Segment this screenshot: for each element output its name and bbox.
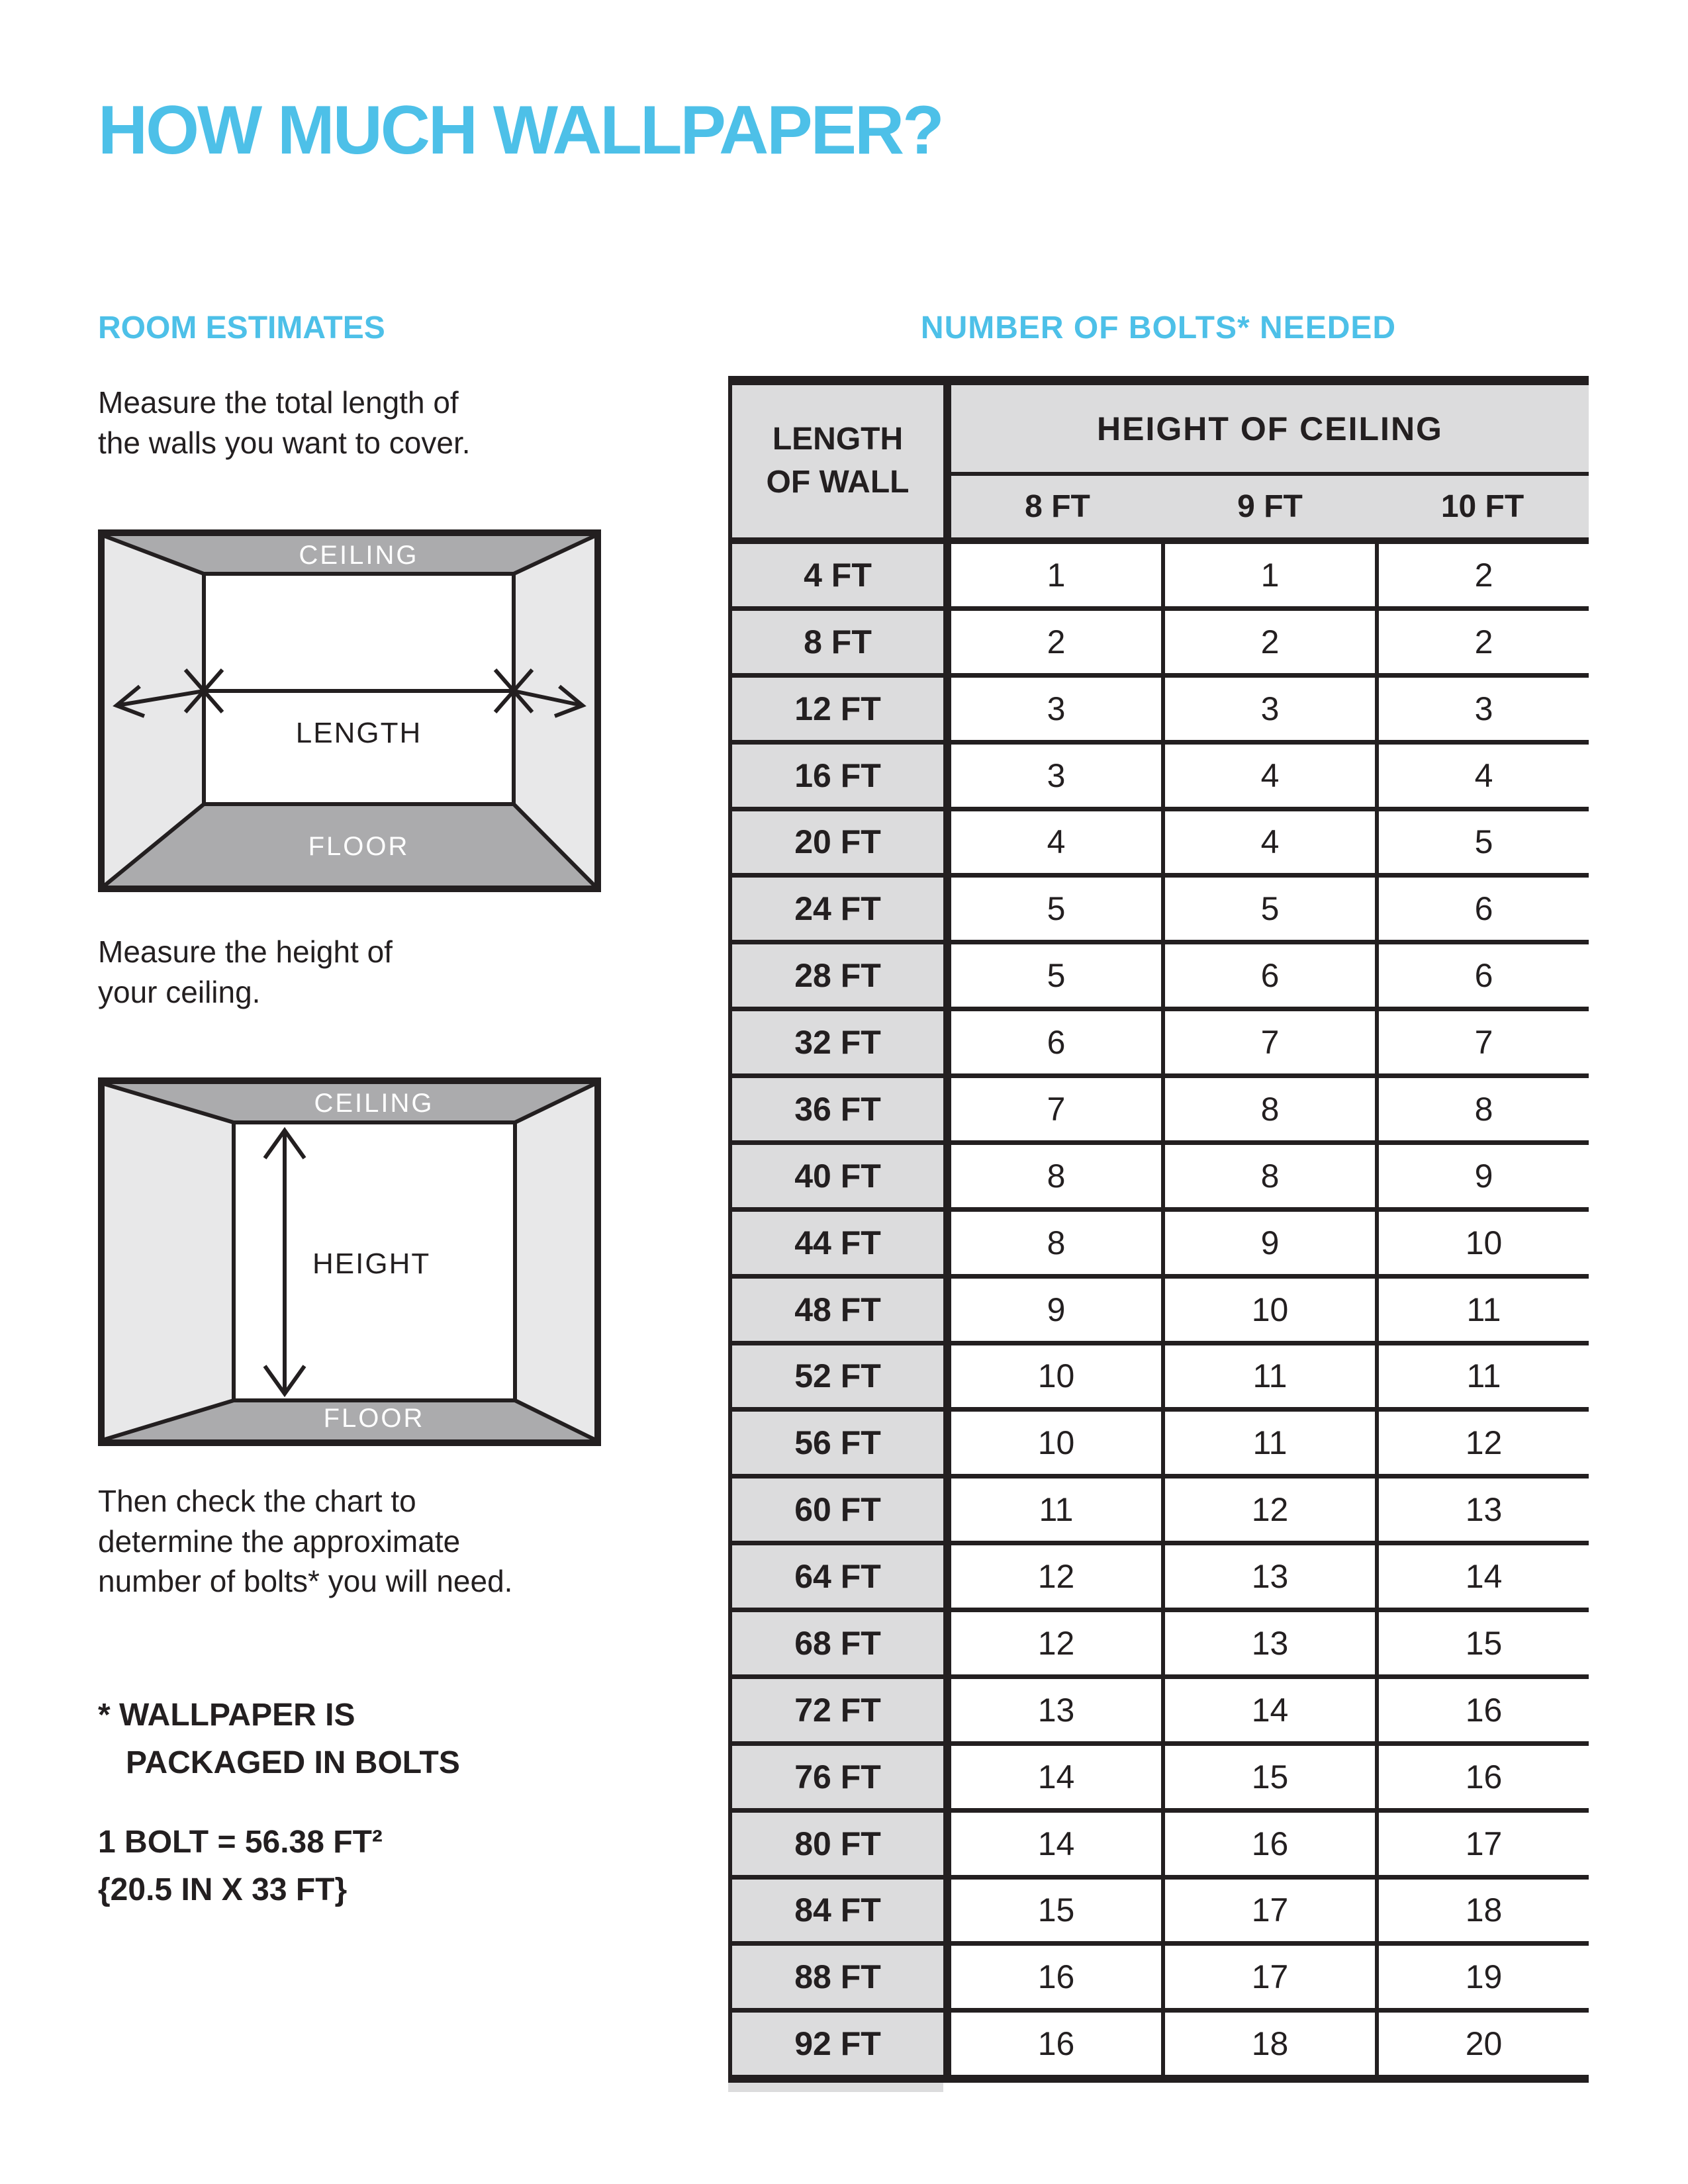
bolts-9ft-cell: 2 [1161,611,1375,673]
step1-text [98,383,471,463]
table-row [732,673,1589,740]
wall-length-cell: 92 FT [732,2013,943,2075]
bolts-8ft-cell: 15 [951,1880,1161,1942]
bolts-8ft-cell: 2 [951,611,1161,673]
bolts-10ft-cell: 6 [1375,944,1589,1007]
bolts-10ft-cell: 4 [1375,745,1589,807]
bolts-8ft-cell: 3 [951,678,1161,740]
wall-length-cell: 24 FT [732,878,943,940]
table-row [732,740,1589,807]
bolts-9ft-cell: 1 [1161,544,1375,606]
wall-length-cell: 56 FT [732,1412,943,1474]
wall-length-cell: 44 FT [732,1212,943,1274]
row-column-divider [943,2013,951,2075]
bolts-9ft-cell: 6 [1161,944,1375,1007]
table-row [732,1474,1589,1541]
wall-length-cell: 4 FT [732,544,943,606]
wall-length-cell: 8 FT [732,611,943,673]
page-title: HOW MUCH WALLPAPER? [98,92,943,169]
footnote-line1: * WALLPAPER IS [98,1698,355,1733]
bolts-8ft-cell: 3 [951,745,1161,807]
height-of-ceiling-section [951,385,1589,537]
row-column-divider [943,1946,951,2008]
bolts-10ft-cell: 13 [1375,1479,1589,1541]
bolts-9ft-cell: 10 [1161,1279,1375,1341]
bolts-10ft-cell: 3 [1375,678,1589,740]
bolts-8ft-cell: 16 [951,2013,1161,2075]
floor-label: FLOOR [323,1404,425,1433]
ceiling-height-8ft: 8 FT [1025,489,1090,524]
bolts-8ft-cell: 5 [951,878,1161,940]
bolts-9ft-cell: 12 [1161,1479,1375,1541]
step2-line2: your ceiling. [98,974,261,1009]
bolts-9ft-cell: 8 [1161,1145,1375,1207]
row-column-divider [943,678,951,740]
bolts-8ft-cell: 16 [951,1946,1161,2008]
bolts-9ft-cell: 11 [1161,1412,1375,1474]
wall-length-cell: 40 FT [732,1145,943,1207]
bolts-table [728,376,1589,2092]
step1-line1: Measure the total length of [98,385,459,420]
bolts-9ft-cell: 13 [1161,1612,1375,1674]
floor-label: FLOOR [308,832,410,861]
table-row [732,1407,1589,1474]
wall-length-cell: 48 FT [732,1279,943,1341]
bolts-10ft-cell: 2 [1375,544,1589,606]
wall-length-cell: 72 FT [732,1679,943,1741]
bolts-8ft-cell: 12 [951,1612,1161,1674]
table-row [732,1274,1589,1341]
room-height-diagram [98,1077,601,1449]
row-column-divider [943,1880,951,1942]
bolts-10ft-cell: 16 [1375,1746,1589,1808]
table-row [732,1341,1589,1408]
bolts-8ft-cell: 10 [951,1345,1161,1408]
bolts-8ft-cell: 10 [951,1412,1161,1474]
bolts-8ft-cell: 11 [951,1479,1161,1541]
bolts-footnote [98,1692,460,1787]
table-top-border [728,376,1589,385]
step3-line1: Then check the chart to [98,1484,416,1518]
row-column-divider [943,944,951,1007]
wall-length-cell: 16 FT [732,745,943,807]
step1-line2: the walls you want to cover. [98,425,471,460]
bolts-10ft-cell: 12 [1375,1412,1589,1474]
bolts-8ft-cell: 13 [951,1679,1161,1741]
wall-length-cell: 52 FT [732,1345,943,1408]
row-column-divider [943,1078,951,1140]
bolts-10ft-cell: 14 [1375,1545,1589,1608]
bolts-8ft-cell: 9 [951,1279,1161,1341]
wall-length-cell: 32 FT [732,1011,943,1073]
table-row [732,1140,1589,1207]
bolts-10ft-cell: 11 [1375,1279,1589,1341]
row-column-divider [943,1412,951,1474]
footnote-line2: PACKAGED IN BOLTS [126,1745,460,1780]
length-of-wall-line2: OF WALL [766,465,910,500]
bolt-size-line1: 1 BOLT = 56.38 FT² [98,1825,383,1860]
bolts-10ft-cell: 5 [1375,811,1589,874]
row-column-divider [943,1279,951,1341]
bolts-10ft-cell: 15 [1375,1612,1589,1674]
length-label: LENGTH [295,717,422,749]
bolts-9ft-cell: 11 [1161,1345,1375,1408]
bolts-9ft-cell: 17 [1161,1946,1375,2008]
header-column-divider [943,385,951,537]
bolts-9ft-cell: 3 [1161,678,1375,740]
row-column-divider [943,1212,951,1274]
step3-line3: number of bolts* you will need. [98,1564,513,1599]
row-column-divider [943,1345,951,1408]
bolt-size-info [98,1819,383,1914]
wall-length-cell: 64 FT [732,1545,943,1608]
table-bottom-border [728,2075,1589,2083]
room-length-diagram [98,529,601,895]
table-row [732,807,1589,874]
step3-text [98,1481,512,1602]
row-column-divider [943,1011,951,1073]
row-column-divider [943,1813,951,1875]
length-of-wall-line1: LENGTH [772,422,904,457]
bolts-10ft-cell: 17 [1375,1813,1589,1875]
row-column-divider [943,878,951,940]
room-length-svg [98,529,601,892]
bolts-10ft-cell: 11 [1375,1345,1589,1408]
ceiling-height-9ft: 9 FT [1237,489,1303,524]
wall-length-cell: 84 FT [732,1880,943,1942]
bolts-10ft-cell: 20 [1375,2013,1589,2075]
table-row [732,1808,1589,1875]
step3-line2: determine the approximate [98,1524,461,1559]
step2-line1: Measure the height of [98,934,393,969]
bolts-10ft-cell: 16 [1375,1679,1589,1741]
bolts-10ft-cell: 18 [1375,1880,1589,1942]
row-column-divider [943,544,951,606]
bolts-9ft-cell: 4 [1161,811,1375,874]
row-column-divider [943,1746,951,1808]
wall-length-cell: 68 FT [732,1612,943,1674]
length-of-wall-header [732,385,943,537]
bolts-9ft-cell: 15 [1161,1746,1375,1808]
table-row [732,1073,1589,1140]
bolts-8ft-cell: 8 [951,1212,1161,1274]
wall-length-cell: 88 FT [732,1946,943,2008]
bolts-10ft-cell: 7 [1375,1011,1589,1073]
row-column-divider [943,811,951,874]
step2-text [98,932,393,1012]
table-row [732,1541,1589,1608]
wall-length-cell: 80 FT [732,1813,943,1875]
ceiling-label: CEILING [299,541,419,570]
bolts-9ft-cell: 5 [1161,878,1375,940]
table-row [732,1941,1589,2008]
height-of-ceiling-header: HEIGHT OF CEILING [951,385,1589,476]
table-row [732,1007,1589,1073]
row-column-divider [943,745,951,807]
bolts-8ft-cell: 1 [951,544,1161,606]
bolts-9ft-cell: 14 [1161,1679,1375,1741]
height-label: HEIGHT [312,1248,431,1280]
bolts-10ft-cell: 10 [1375,1212,1589,1274]
bolts-9ft-cell: 16 [1161,1813,1375,1875]
wall-length-cell: 28 FT [732,944,943,1007]
room-estimates-heading: ROOM ESTIMATES [98,310,385,345]
bolts-9ft-cell: 13 [1161,1545,1375,1608]
table-header [728,385,1589,544]
bolts-9ft-cell: 7 [1161,1011,1375,1073]
ceiling-height-10ft: 10 FT [1440,489,1524,524]
bolts-10ft-cell: 2 [1375,611,1589,673]
table-row [732,1741,1589,1808]
bolts-10ft-cell: 6 [1375,878,1589,940]
bolts-9ft-cell: 9 [1161,1212,1375,1274]
table-row [732,544,1589,606]
row-column-divider [943,611,951,673]
room-height-svg [98,1077,601,1446]
bolts-9ft-cell: 8 [1161,1078,1375,1140]
bolt-size-line2: {20.5 IN X 33 FT} [98,1872,348,1907]
wall-length-cell: 60 FT [732,1479,943,1541]
bolts-8ft-cell: 6 [951,1011,1161,1073]
bolts-10ft-cell: 19 [1375,1946,1589,2008]
wall-length-cell: 76 FT [732,1746,943,1808]
wall-length-cell: 12 FT [732,678,943,740]
table-row [732,1608,1589,1674]
table-row [732,1875,1589,1942]
table-row [732,2008,1589,2075]
bolts-9ft-cell: 18 [1161,2013,1375,2075]
bolts-10ft-cell: 8 [1375,1078,1589,1140]
bolts-needed-heading: NUMBER OF BOLTS* NEEDED [920,310,1397,345]
bolts-8ft-cell: 4 [951,811,1161,874]
wall-length-cell: 20 FT [732,811,943,874]
row-column-divider [943,1545,951,1608]
row-column-divider [943,1612,951,1674]
table-row [732,873,1589,940]
row-column-divider [943,1679,951,1741]
table-row [732,940,1589,1007]
table-bottom-strip [728,2083,943,2092]
ceiling-label: CEILING [314,1089,434,1118]
row-column-divider [943,1145,951,1207]
ceiling-heights-row [951,476,1589,537]
row-column-divider [943,1479,951,1541]
bolts-8ft-cell: 7 [951,1078,1161,1140]
bolts-8ft-cell: 8 [951,1145,1161,1207]
table-body [728,544,1589,2075]
bolts-8ft-cell: 14 [951,1813,1161,1875]
table-row [732,1674,1589,1741]
bolts-9ft-cell: 17 [1161,1880,1375,1942]
bolts-8ft-cell: 14 [951,1746,1161,1808]
table-row [732,606,1589,673]
bolts-9ft-cell: 4 [1161,745,1375,807]
bolts-8ft-cell: 12 [951,1545,1161,1608]
wall-length-cell: 36 FT [732,1078,943,1140]
bolts-10ft-cell: 9 [1375,1145,1589,1207]
table-row [732,1207,1589,1274]
bolts-8ft-cell: 5 [951,944,1161,1007]
